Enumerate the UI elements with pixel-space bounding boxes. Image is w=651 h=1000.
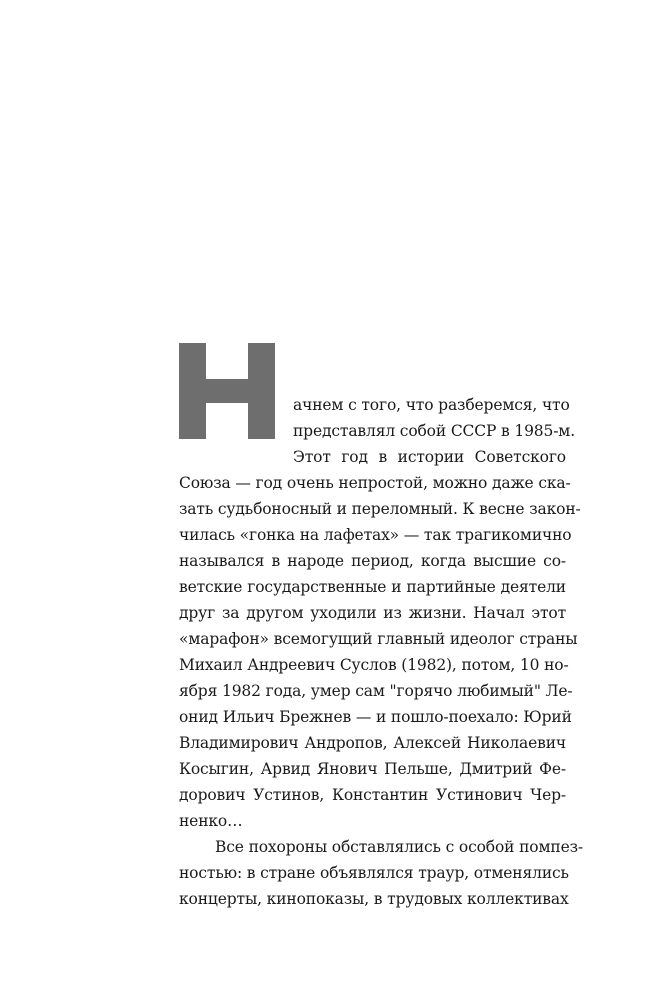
text-line: чилась «гонка на лафетах» — так трагикомично [179,526,572,544]
text-line: концерты, кинопоказы, в трудовых коллективах [179,890,569,908]
text-line: назывался в народе период, когда высшие со- [179,552,566,570]
text-line: Этот год в истории Советского [293,448,566,466]
text-line: зать судьбоносный и переломный. К весне закон- [179,500,581,518]
text-line: «марафон» всемогущий главный идеолог страны [179,630,578,648]
text-line: Все похороны обставлялись с особой помпез- [215,838,583,856]
drop-cap [179,343,275,439]
text-line: друг за другом уходили из жизни. Начал этот [179,604,566,622]
text-line: ненко… [179,812,243,830]
text-line: Косыгин, Арвид Янович Пельше, Дмитрий Фе- [179,760,566,778]
text-line: представлял собой СССР в 1985-м. [293,422,575,440]
text-line: Михаил Андреевич Суслов (1982), потом, 10 но- [179,656,569,674]
text-line: ветские государственные и партийные деятели [179,578,566,596]
text-line: ября 1982 года, умер сам "горячо любимый" Ле- [179,682,573,700]
text-line: Союза — год очень непростой, можно даже ска- [179,474,571,492]
text-line: Владимирович Андропов, Алексей Николаевич [179,734,566,752]
text-line: ностью: в стране объявлялся траур, отменялись [179,864,569,882]
text-line: онид Ильич Брежнев — и пошло-поехало: Юрий [179,708,572,726]
text-line: дорович Устинов, Константин Устинович Чер- [179,786,566,804]
text-line: ачнем с того, что разберемся, что [293,396,570,414]
